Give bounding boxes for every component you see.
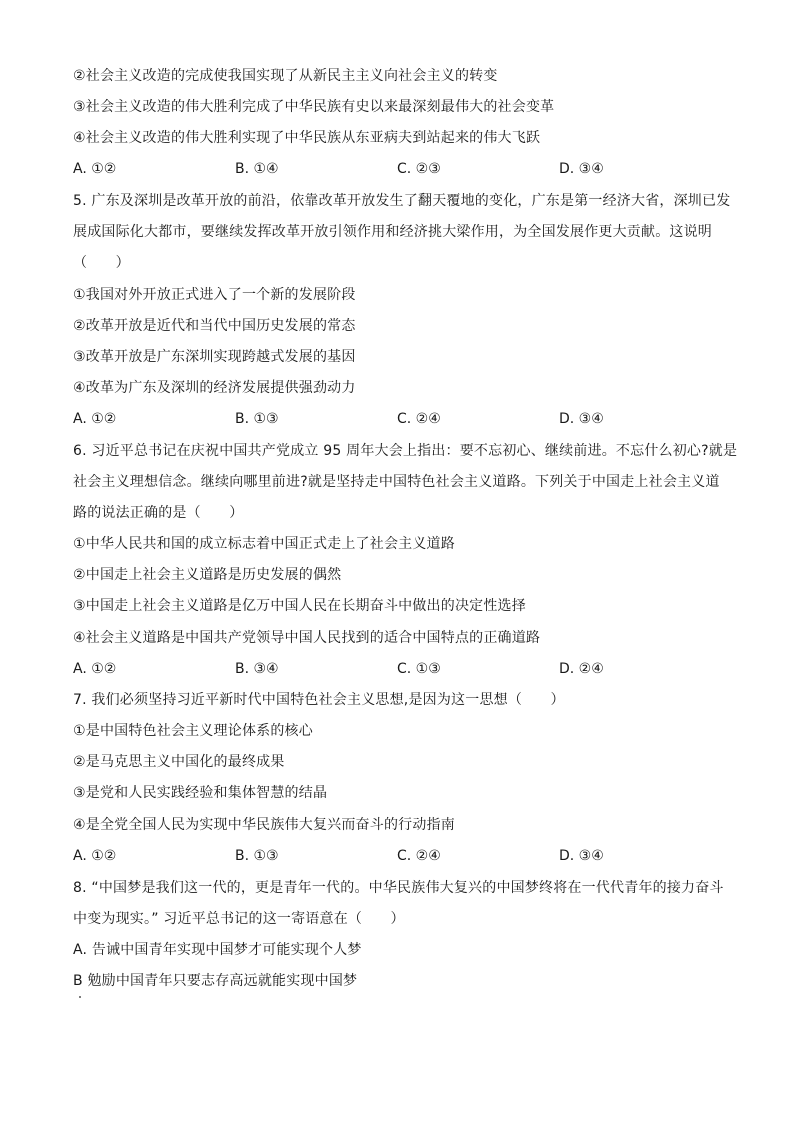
q4-option-c: C. ②③: [397, 161, 441, 177]
q5-statement-3: ③改革开放是广东深圳实现跨越式发展的基因: [73, 349, 356, 365]
q6-statement-1: ①中华人民共和国的成立标志着中国正式走上了社会主义道路: [73, 536, 455, 552]
q7-statement-3: ③是党和人民实践经验和集体智慧的结晶: [73, 785, 328, 801]
q4-statement-3: ③社会主义改造的伟大胜利完成了中华民族有史以来最深刻最伟大的社会变革: [73, 99, 555, 115]
q7-option-c: C. ②④: [397, 848, 441, 864]
q8-option-a: A. 告诫中国青年实现中国梦才可能实现个人梦: [73, 942, 362, 958]
q4-option-d: D. ③④: [559, 161, 604, 177]
q7-statement-1: ①是中国特色社会主义理论体系的核心: [73, 723, 313, 739]
q7-option-b: B. ①③: [235, 848, 279, 864]
q5-stem-line-2: 展成国际化大都市，要继续发挥改革开放引领作用和经济挑大梁作用，为全国发展作更大贡献。这说明: [73, 224, 712, 240]
q4-option-a: A. ①②: [73, 161, 117, 177]
q6-statement-2: ②中国走上社会主义道路是历史发展的偶然: [73, 567, 342, 583]
q6-stem-line-2: 社会主义理想信念。继续向哪里前进?就是坚持走中国特色社会主义道路。下列关于中国走上社会主义道: [73, 474, 720, 490]
q4-statement-2: ②社会主义改造的完成使我国实现了从新民主主义向社会主义的转变: [73, 68, 498, 84]
q4-statement-4: ④社会主义改造的伟大胜利实现了中华民族从东亚病夫到站起来的伟大飞跃: [73, 130, 541, 146]
q8-stem-line-2: 中变为现实。” 习近平总书记的这一寄语意在（ ）: [73, 911, 405, 927]
q6-statement-3: ③中国走上社会主义道路是亿万中国人民在长期奋斗中做出的决定性选择: [73, 598, 526, 614]
q6-stem-line-3: 路的说法正确的是（ ）: [73, 505, 244, 521]
q7-option-d: D. ③④: [559, 848, 604, 864]
q5-option-d: D. ③④: [559, 411, 604, 427]
stray-dot-mark: [79, 996, 81, 998]
q5-statement-1: ①我国对外开放正式进入了一个新的发展阶段: [73, 287, 356, 303]
q6-stem-line-1: 6. 习近平总书记在庆祝中国共产党成立 95 周年大会上指出：要不忘初心、继续前进。不忘什么初心?就是: [73, 443, 738, 459]
q5-statement-2: ②改革开放是近代和当代中国历史发展的常态: [73, 318, 356, 334]
q7-statement-2: ②是马克思主义中国化的最终成果: [73, 754, 285, 770]
q5-answer-blank: （ ）: [73, 255, 130, 271]
q7-option-a: A. ①②: [73, 848, 117, 864]
q4-option-b: B. ①④: [235, 161, 279, 177]
q5-stem-line-1: 5. 广东及深圳是改革开放的前沿，依靠改革开放发生了翻天覆地的变化，广东是第一经济大省，深圳已发: [73, 193, 731, 209]
q7-stem: 7. 我们必须坚持习近平新时代中国特色社会主义思想,是因为这一思想（ ）: [73, 692, 565, 708]
q5-option-a: A. ①②: [73, 411, 117, 427]
q8-option-b: B 勉励中国青年只要志存高远就能实现中国梦: [73, 973, 358, 989]
q5-option-c: C. ②④: [397, 411, 441, 427]
q5-statement-4: ④改革为广东及深圳的经济发展提供强劲动力: [73, 380, 356, 396]
q8-stem-line-1: 8. “中国梦是我们这一代的，更是青年一代的。中华民族伟大复兴的中国梦终将在一代代青年的接力奋斗: [73, 880, 724, 896]
q6-statement-4: ④社会主义道路是中国共产党领导中国人民找到的适合中国特点的正确道路: [73, 630, 541, 646]
q7-statement-4: ④是全党全国人民为实现中华民族伟大复兴而奋斗的行动指南: [73, 817, 455, 833]
q5-option-b: B. ①③: [235, 411, 279, 427]
q6-option-c: C. ①③: [397, 661, 441, 677]
q6-option-d: D. ②④: [559, 661, 604, 677]
q6-option-a: A. ①②: [73, 661, 117, 677]
q6-option-b: B. ③④: [235, 661, 279, 677]
